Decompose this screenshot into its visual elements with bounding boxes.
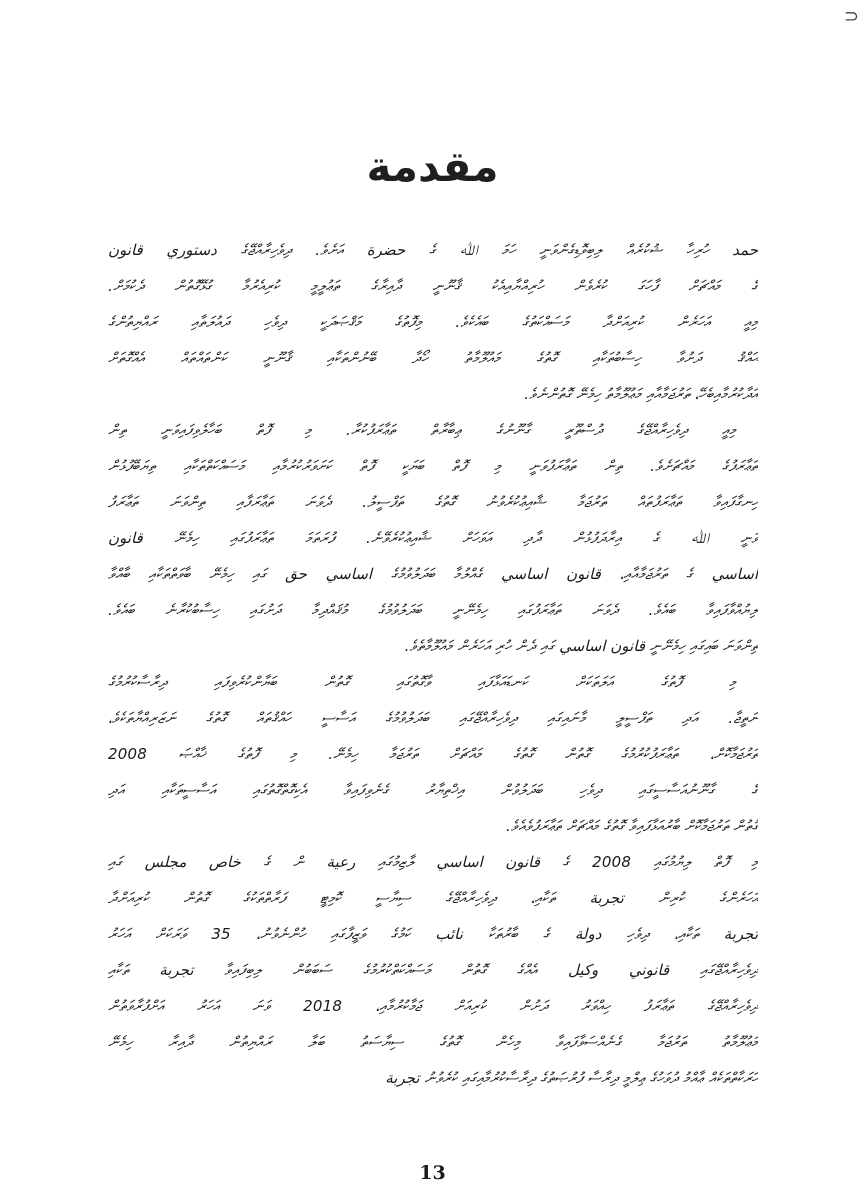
text-line: ޙައްޤު ދަށުވާ ހިސާބުތަކާއި ގޮތުގެ މައުލޫމާތު ހޯދާ ބޭނުންތަކާއި ޤާނޫނީ ކަންތައްތައް އެއްގޮތަށް: [108, 349, 758, 367]
page-title: مقدمة: [366, 142, 499, 191]
text-line: ހަރަކާތްތަކެއް ޢާއްމު ދުވަހުގެ ޢިލްމީ ދިރާސާ ފުރުޞަތުގެ ދިރާސާކުރުމާއިގައި ކުރެވުނު تجربة: [385, 1069, 758, 1087]
body-text: [108, 232, 758, 1096]
text-line: މިއީ ދިވެހިރާއްޖޭގެ ދުސްތޫރީ ގާނޫނުގެ ޢިބާރާތް ތަޢާރަފުކުރާ. މި ފޮތް ބަހާލެވިފައިވަނީ ތިން: [108, 421, 736, 439]
text-line: اساسي ގެ ތަރުޖަމާއާއި، قانون اساسي ގެއްލުމާ ބަދަލުވުމުގެ اساسي حق ގައި ހިމެނޭ ބާވަތްތަކާއި ބާއްވާ: [108, 565, 758, 583]
text-line: މި ފޮތް ލިޔުމުގައި 2008 ގެ قانون اساسي ލާޒިމުގައި رعية ން ގެ خاص مجلس ގައި: [108, 853, 758, 871]
text-line: ދިވެހިރާއްޖޭގައި قانوني وكيل އެއްގެ ގޮތުން މަސައްކަތްކުރުމުގެ ސަބަބުން ލިބިފައިވާ تجربة ތަކާއި: [108, 961, 758, 979]
paragraph: [108, 232, 758, 412]
text-line: ދިވެހިރާއްޖޭގެ ތަޢާރަފު ހިއްވަރު ދަށުން ކުރިއަށް ޖަމާކުރުމާއި، 2018 ވަނަ އަހަރު އަށްފުރާވަތުން: [108, 997, 758, 1015]
text-line: ތަރުޖަމާކޮށް، ތަޢާރަފުކުރުމުގެ ގޮތުން ގޮތުގެ މައްޗަށް ތަރުޖަމާ ހިމެނޭ. މި ފޮތުގެ ޚާއްޞަ 2008: [108, 745, 758, 763]
text-line: މަޢުލޫމާތު ތަރުޖަމާ ގެނެއްސަވާފައިވާ މިހެން ގޮތުގެ ސިޔާސަތު ބަލާ ރައްޔިތުން ދާއިރާ ހިމެނޭ: [108, 1033, 758, 1051]
text-line: ތަޢާރަފުގެ މައްޗަށެވެ. ތިން ތަޢާރަފުވަނީ މި ފޮތް ބަޔަކީ ފޮތް ކަށަވަރުކުރުމާއި މަސައްކަތްތަކާއި ތިޔަބޭފުޅުން: [108, 457, 758, 475]
text-line: މި ފޮތުގެ އަލަތަކަށް ކަނޑައަޅާފައި ވާގޮތުގައި ގޮތުން ބަޔާންކުރެވިފައި ދިރާސާކުރުމުގެ: [108, 673, 736, 691]
text-line: އަހަރެންގެ ކުރިން تجربة ތަކާއި، ދިވެހިރާއްޖޭގެ ސިޔާސީ ކޮމިޓީ ފަރާތްތަކުގެ ގޮތުން ކުރިއަށްދާ: [108, 889, 758, 907]
text-line: ތިންވަނަ ބައިގައި ހިމެނޭނީ قانون اساسي ގައި ދެން ހުރި އަހަރެން މައުލޫމާތެވެ.: [404, 637, 758, 655]
text-line: ގެ މައްޗަށް ފާހަގަ ކުރެވެން ހުރިއްޔާއިއެކު ޤާނޫނީ ދާއިރާގެ ތަޢުލީމީ ކުރިއެރުމާ ގުޅޭގޮތުން ދެކުމަށް.: [108, 277, 758, 295]
paragraph: [108, 412, 758, 664]
text-line: ގޮތުން ތަރުޖަމާކޮށް ބާރުއަޅާފައިވާ ގޮތުގެ މައްޗަށް ތަޢާރަފުވެއެވެ.: [505, 817, 758, 835]
corner-mark: ⊃: [843, 6, 859, 27]
page-number: 13: [419, 1162, 446, 1184]
text-line: ހިނގާފައިވާ ތަޢާރަފުތައް ތަރުޖަމާ ޝާއިޢުކުރެވުނު ގޮތުގެ ތަފްސީލު. ދެވަނަ ތަޢާރަފާއި ތިންވަނަ ތަޢާރަފު: [108, 493, 758, 511]
text-line: ލިޔުއްވާފައިވާ ބައެވެ. ދެވަނަ ތަޢާރަފުގައި ހިމެނޭނީ ބަދަލުވުމުގެ މުޤައްދިމާ ދަށުގައި ހިސާބުކުރާނެ ބައެވެ.: [108, 601, 758, 619]
paragraph: [108, 844, 758, 1096]
text-line: އަދާކުރުމާއިބެހޭ، ތަރުޖަމާއާއި މަޢުލޫމާތު ހިމެނޭ ގޮތުންނެވެ.: [524, 385, 758, 403]
text-line: ވަނީ ﷲ ގެ އިރާދަފުޅުން ދާދި އަވަހަށް ޝާއިޢުކުރެވޭނެ. ފުރަތަމަ ތަޢާރަފުގައި ހިމެނޭ قانون: [108, 529, 758, 547]
paragraph: [108, 664, 758, 844]
text-line: ގެ ގާނޫނުއަސާސީގައި ދިވެހި ބަދަލުވުން އިޚްތިޔާރު ގެނެވިފައިވާ އެކިގޮތްގޮތުގައި އަސާސީތަކާއި އަދި: [108, 781, 758, 799]
text-line: މިއީ އަހަރެން ކުރިއަށްދާ މަސައްކަތުގެ ބައެކެވެ. މިފޮތުގެ މަޤްޞަދަކީ ދިވެހި ދައުލަތާއި ރައްޔިތުންގެ: [108, 313, 758, 331]
text-line: تجربة ތަކާއި، ދިވެހި دولة ގެ ބާރުތަކާ نائب ކަމުގެ ވަޒީފާގައި ހުންނެވުނު، 35 ވަރަކަށް އަހަރު: [108, 925, 758, 943]
text-line: ނަތީޖާ. އަދި ތަފްސީލީ މާނައިގައި ދިވެހިރާއްޖޭގައި ބަދަލުވުމުގެ އަސާސީ ހައްޤުތައް ގޮތުގެ ނަޒަރިއްޔާތަކެވެ،: [108, 709, 758, 727]
text-line: حمد ހުރިހާ ޝުކުރެއް ލިބިވޮޑިގެންވަނީ ހަމަ ﷲ ގެ حضرة އަށެވެ. ދިވެހިރާއްޖޭގެ دستوري قانون: [108, 241, 758, 259]
